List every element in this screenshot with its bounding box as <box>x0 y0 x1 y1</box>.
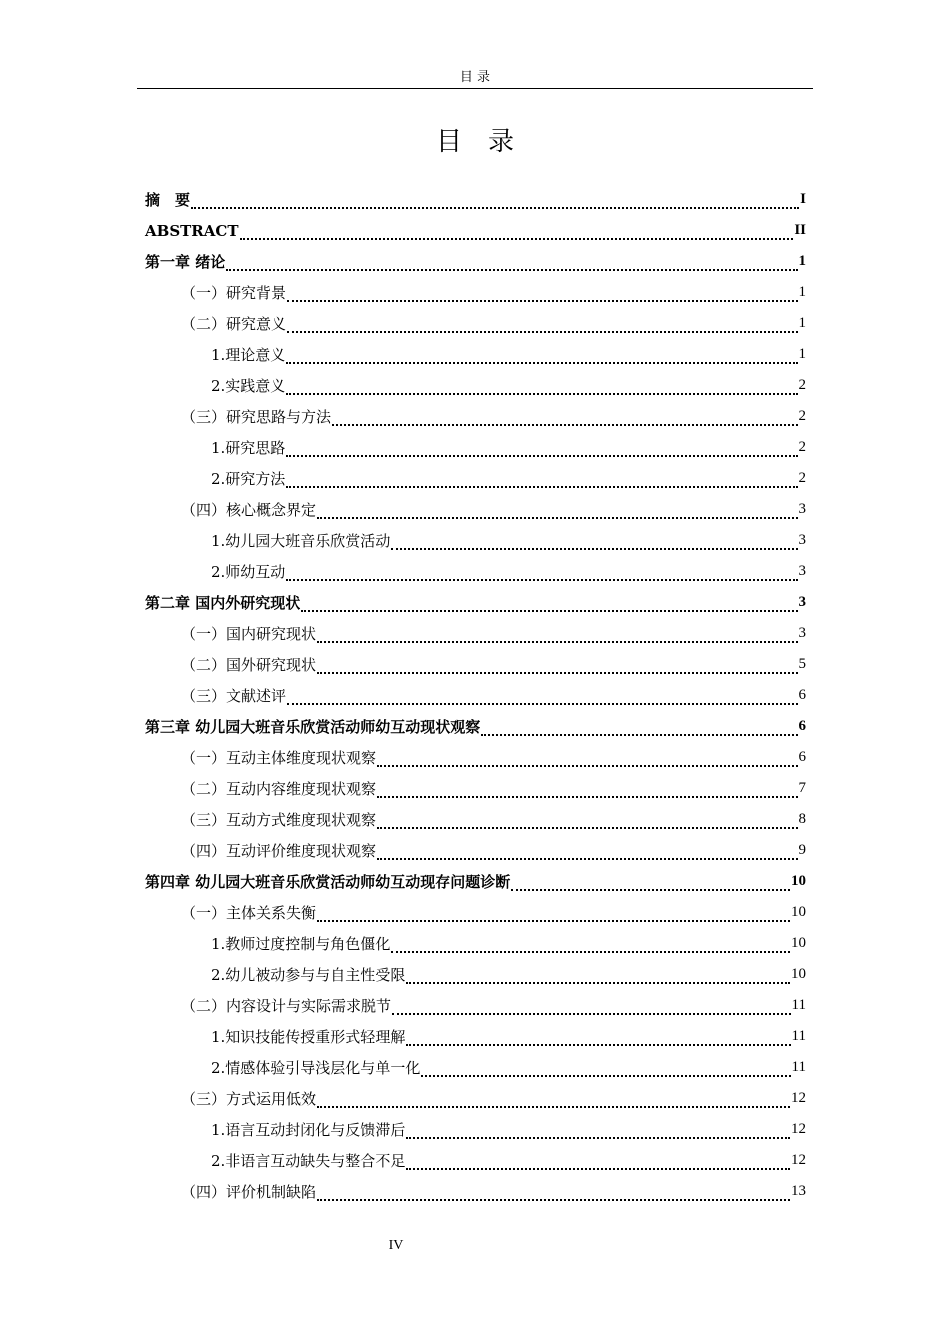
toc-entry[interactable] <box>0 804 950 835</box>
toc-entry[interactable] <box>0 1114 950 1145</box>
toc-entry-page: 10 <box>791 904 806 920</box>
toc-entry[interactable] <box>0 246 950 277</box>
toc-entry-label: 2.幼儿被动参与与自主性受限 <box>211 966 406 984</box>
toc-entry-label: （一）互动主体维度现状观察 <box>181 749 377 767</box>
toc-entry[interactable] <box>0 556 950 587</box>
toc-entry[interactable] <box>0 184 950 215</box>
dot-leader <box>286 441 797 457</box>
dot-leader <box>377 782 797 798</box>
dot-leader <box>391 534 797 550</box>
dot-leader <box>317 503 797 519</box>
dot-leader <box>286 472 797 488</box>
toc-entry[interactable] <box>0 742 950 773</box>
toc-entry[interactable] <box>0 618 950 649</box>
toc-entry[interactable] <box>0 432 950 463</box>
dot-leader <box>511 875 790 891</box>
toc-entry-page: 6 <box>798 687 806 703</box>
running-header: 目 录 <box>459 70 491 85</box>
toc-entry-page: 10 <box>791 966 806 982</box>
toc-entry-label: 第三章 幼儿园大班音乐欣赏活动师幼互动现状观察 <box>145 718 481 736</box>
toc-entry[interactable] <box>0 463 950 494</box>
toc-entry[interactable] <box>0 773 950 804</box>
dot-leader <box>406 1030 790 1046</box>
toc-entry[interactable] <box>0 1052 950 1083</box>
toc-entry[interactable] <box>0 680 950 711</box>
dot-leader <box>406 968 790 984</box>
toc-entry-label: 2.研究方法 <box>211 470 286 488</box>
toc-entry-page: 10 <box>791 873 806 889</box>
toc-entry-page: 3 <box>798 501 806 517</box>
toc-title: 目 录 <box>435 127 514 157</box>
dot-leader <box>287 317 797 333</box>
toc-entry-label: 1.幼儿园大班音乐欣赏活动 <box>211 532 391 550</box>
toc-entry[interactable] <box>0 649 950 680</box>
toc-entry-page: 6 <box>798 718 806 734</box>
toc-entry[interactable] <box>0 990 950 1021</box>
toc-entry[interactable] <box>0 1176 950 1207</box>
toc-entry-page: 1 <box>798 284 806 300</box>
table-of-contents <box>0 184 950 1207</box>
toc-entry-label: （一）主体关系失衡 <box>181 904 317 922</box>
toc-entry-label: （四）评价机制缺陷 <box>181 1183 317 1201</box>
toc-entry[interactable] <box>0 1021 950 1052</box>
dot-leader <box>406 1123 790 1139</box>
toc-entry-label: （三）研究思路与方法 <box>181 408 332 426</box>
toc-entry[interactable] <box>0 1083 950 1114</box>
toc-entry-label: 2.实践意义 <box>211 377 286 395</box>
toc-entry[interactable] <box>0 308 950 339</box>
toc-entry[interactable] <box>0 711 950 742</box>
toc-entry[interactable] <box>0 215 950 246</box>
toc-entry-page: 1 <box>798 315 806 331</box>
toc-entry[interactable] <box>0 897 950 928</box>
toc-entry-page: 11 <box>791 997 806 1013</box>
dot-leader <box>406 1154 790 1170</box>
toc-entry[interactable] <box>0 959 950 990</box>
toc-entry[interactable] <box>0 525 950 556</box>
toc-entry[interactable] <box>0 835 950 866</box>
dot-leader <box>391 937 790 953</box>
toc-entry-page: 2 <box>798 470 806 486</box>
toc-entry-page: 8 <box>798 811 806 827</box>
toc-entry-page: 9 <box>798 842 806 858</box>
toc-entry-page: 1 <box>798 346 806 362</box>
toc-entry[interactable] <box>0 370 950 401</box>
toc-entry[interactable] <box>0 866 950 897</box>
toc-entry-label: 2.情感体验引导浅层化与单一化 <box>211 1059 421 1077</box>
dot-leader <box>317 627 797 643</box>
toc-entry[interactable] <box>0 928 950 959</box>
toc-entry-label: （二）国外研究现状 <box>181 656 317 674</box>
toc-entry-label: 第四章 幼儿园大班音乐欣赏活动师幼互动现存问题诊断 <box>145 873 511 891</box>
toc-entry-label: 1.语言互动封闭化与反馈滞后 <box>211 1121 406 1139</box>
dot-leader <box>286 379 797 395</box>
dot-leader <box>377 813 797 829</box>
toc-entry-page: 12 <box>791 1090 806 1106</box>
dot-leader <box>226 255 797 271</box>
toc-entry-page: 7 <box>798 780 806 796</box>
toc-entry-label: （二）研究意义 <box>181 315 287 333</box>
dot-leader <box>317 1185 790 1201</box>
toc-entry-label: 2.非语言互动缺失与整合不足 <box>211 1152 406 1170</box>
page-number: IV <box>388 1238 404 1253</box>
toc-entry-page: I <box>800 191 806 207</box>
toc-entry[interactable] <box>0 494 950 525</box>
dot-leader <box>191 193 799 209</box>
toc-entry-page: 2 <box>798 377 806 393</box>
toc-entry-page: 10 <box>791 935 806 951</box>
toc-entry-page: 5 <box>798 656 806 672</box>
toc-entry[interactable] <box>0 277 950 308</box>
toc-entry-page: 11 <box>791 1028 806 1044</box>
toc-entry-page: 2 <box>798 439 806 455</box>
toc-entry-label: （一）国内研究现状 <box>181 625 317 643</box>
toc-entry-label: 第二章 国内外研究现状 <box>145 594 301 612</box>
toc-entry-label: （三）互动方式维度现状观察 <box>181 811 377 829</box>
dot-leader <box>287 689 797 705</box>
dot-leader <box>377 844 797 860</box>
dot-leader <box>317 906 790 922</box>
toc-entry-label: 摘 要 <box>145 191 191 209</box>
toc-entry-label: 1.研究思路 <box>211 439 286 457</box>
toc-entry-page: 6 <box>798 749 806 765</box>
toc-entry-page: 3 <box>798 532 806 548</box>
toc-entry-page: 13 <box>791 1183 806 1199</box>
toc-entry-page: 12 <box>791 1152 806 1168</box>
toc-entry-label: （三）方式运用低效 <box>181 1090 317 1108</box>
toc-entry-label: 1.知识技能传授重形式轻理解 <box>211 1028 406 1046</box>
dot-leader <box>317 658 797 674</box>
toc-entry-page: 11 <box>791 1059 806 1075</box>
dot-leader <box>332 410 797 426</box>
dot-leader <box>392 999 791 1015</box>
dot-leader <box>421 1061 790 1077</box>
toc-entry-label: 2.师幼互动 <box>211 563 286 581</box>
toc-entry-page: II <box>794 222 806 238</box>
toc-entry[interactable] <box>0 401 950 432</box>
dot-leader <box>317 1092 790 1108</box>
toc-entry-page: 3 <box>798 563 806 579</box>
header-rule <box>137 88 813 89</box>
toc-entry-label: （二）互动内容维度现状观察 <box>181 780 377 798</box>
dot-leader <box>377 751 797 767</box>
toc-entry-label: （四）核心概念界定 <box>181 501 317 519</box>
dot-leader <box>286 348 797 364</box>
toc-entry[interactable] <box>0 587 950 618</box>
toc-entry-page: 3 <box>798 625 806 641</box>
toc-entry-page: 3 <box>798 594 806 610</box>
toc-entry[interactable] <box>0 339 950 370</box>
toc-entry-page: 12 <box>791 1121 806 1137</box>
toc-entry-label: ABSTRACT <box>145 221 239 240</box>
toc-entry-label: （一）研究背景 <box>181 284 287 302</box>
toc-entry-label: （三）文献述评 <box>181 687 287 705</box>
toc-entry-label: 第一章 绪论 <box>145 253 226 271</box>
toc-entry-page: 2 <box>798 408 806 424</box>
toc-entry-label: （二）内容设计与实际需求脱节 <box>181 997 392 1015</box>
toc-entry-page: 1 <box>798 253 806 269</box>
dot-leader <box>240 224 794 240</box>
dot-leader <box>287 286 797 302</box>
dot-leader <box>301 596 797 612</box>
toc-entry[interactable] <box>0 1145 950 1176</box>
toc-entry-label: 1.教师过度控制与角色僵化 <box>211 935 391 953</box>
dot-leader <box>481 720 797 736</box>
dot-leader <box>286 565 797 581</box>
toc-entry-label: 1.理论意义 <box>211 346 286 364</box>
toc-entry-label: （四）互动评价维度现状观察 <box>181 842 377 860</box>
